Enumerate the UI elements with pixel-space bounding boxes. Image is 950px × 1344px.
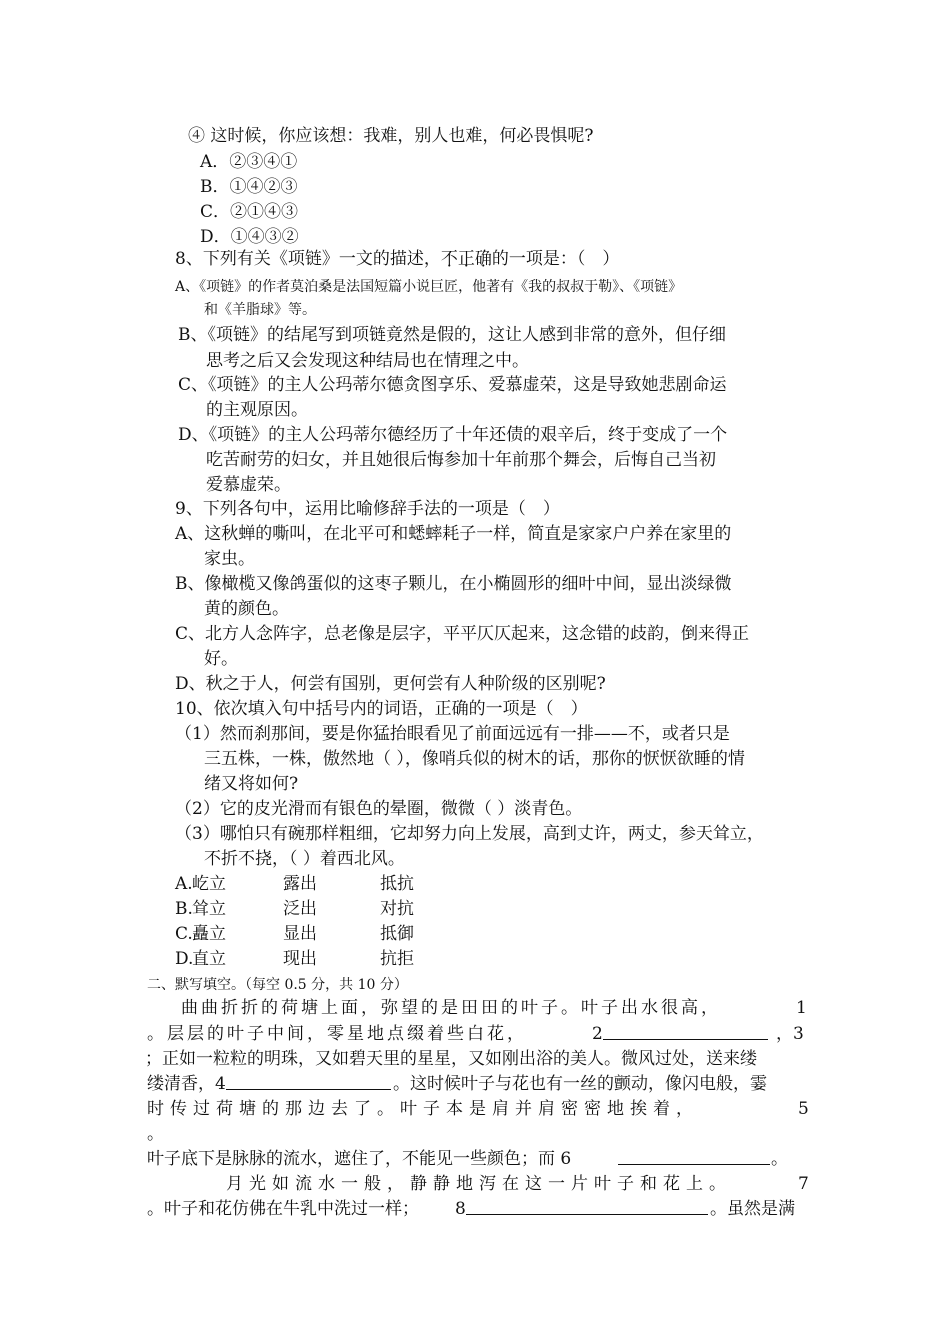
q10-sentence3-line2: 不折不挠，（ ）着西北风。 — [204, 849, 405, 869]
q10-sentence2: （2）它的皮光滑而有银色的晕圈，微微（ ）淡青色。 — [175, 799, 583, 819]
section2-heading: 二、默写填空。（每空 0.5 分，共 10 分） — [147, 977, 408, 993]
exam-page: ④ 这时候，你应该想：我难，别人也难，何必畏惧呢? A．②③④① B．①④②③ C．②①④③ D．①④③② 8、下列有关《项链》一文的描述，不正确的一项是：（ ） A、《项链》的作者莫泊桑是法国短篇小说巨匠，他著有《我的叔叔于勒》、《项链》 和《羊脂球》等。 B、《项链》的结尾写到项链竟然是假的，这让人感到非常的意外，但仔细 思考之后又会发现这种结局也在情理之中。 C、《项链》的主人公玛蒂尔德贪图享乐、爱慕虚荣，这是导致她悲剧命运 的主观原因。 D、《项链》的主人公玛蒂尔德经历了十年还债的艰辛后，终于变成了一个 吃苦耐劳的妇女，并且她很后悔参加十年前那个舞会，后悔自己当初 爱慕虚荣。 9、下列各句中，运用比喻修辞手法的一项是（ ） A、这秋蝉的嘶叫，在北平可和蟋蟀耗子一样，简直是家家户户养在家里的 家虫。 B、像橄榄又像鸽蛋似的这枣子颗儿，在小椭圆形的细叶中间，显出淡绿微 黄的颜色。 C、北方人念阵字，总老像是层字，平平仄仄起来，这念错的歧韵，倒来得正 好。 D、秋之于人，何尝有国别，更何尝有人种阶级的区别呢? 10、依次填入句中括号内的词语，正确的一项是（ ） （1）然而刹那间，要是你猛抬眼看见了前面远远有一排——不，或者只是 三五株，一株，傲然地（ ），像哨兵似的树木的话，那你的恹恹欲睡的情 绪又将如何? （2）它的皮光滑而有银色的晕圈，微微（ ）淡青色。 （3）哪怕只有碗那样粗细，它却努力向上发展，高到丈许，两丈，参天耸立， 不折不挠，（ ）着西北风。 A. 屹立 露出 抵抗 B. 耸立 泛出 对抗 C. 矗立 显出 抵御 D. 直立 现出 抗拒 二、默写填空。（每空 0.5 分，共 10 分） 曲曲折折的荷塘上面，弥望的是田田的叶子。叶子出水很高， 1 。层层的叶子中间，零星地点缀着些白花， 2 ，3 ；正如一粒粒的明珠，又如碧天里的星星，又如刚出浴的美人。微风过处，送来缕 缕清香，4 。这时候叶子与花也有一丝的颤动，像闪电般，霎 时传过荷塘的那边去了。叶子本是肩并肩密密地挨着， 5 。 叶子底下是脉脉的流水，遮住了，不能见一些颜色；而 6 。 月光如流水一般，静静地泻在这一片叶子和花上。 7 。叶子和花仿佛在牛乳中洗过一样； 8 。虽然是满 — [0, 0, 950, 1344]
passage-line6: 。 — [147, 1124, 164, 1144]
q7-option-d: D．①④③② — [200, 227, 299, 247]
q7-item4: ④ 这时候，你应该想：我难，别人也难，何必畏惧呢? — [188, 126, 594, 146]
blank-2[interactable] — [603, 1022, 768, 1047]
passage-line4b: 。这时候叶子与花也有一丝的颤动，像闪电般，霎 — [393, 1074, 767, 1094]
q9-option-d: D、秋之于人，何尝有国别，更何尝有人种阶级的区别呢? — [175, 674, 606, 694]
passage-line1: 曲曲折折的荷塘上面，弥望的是田田的叶子。叶子出水很高， — [181, 998, 721, 1018]
q9-option-a-line1: A、这秋蝉的嘶叫，在北平可和蟋蟀耗子一样，简直是家家户户养在家里的 — [175, 524, 732, 544]
blank-number-8: 8 — [455, 1199, 466, 1219]
q10-stem: 10、依次填入句中括号内的词语，正确的一项是（ ） — [175, 699, 588, 719]
emphasis-dot-char: 不 — [440, 249, 458, 269]
blank-number-5: 5 — [798, 1099, 809, 1119]
passage-line9a: 。叶子和花仿佛在牛乳中洗过一样； — [147, 1199, 419, 1219]
passage-line3: ；正如一粒粒的明珠，又如碧天里的星星，又如刚出浴的美人。微风过处，送来缕 — [145, 1049, 757, 1069]
q8-option-d-line3: 爱慕虚荣。 — [206, 475, 291, 495]
q8-option-a-line1: A、《项链》的作者莫泊桑是法国短篇小说巨匠，他著有《我的叔叔于勒》、《项链》 — [175, 279, 683, 295]
blank-8[interactable] — [466, 1197, 708, 1222]
q7-option-b: B．①④②③ — [200, 177, 298, 197]
q8-option-b-line2: 思考之后又会发现这种结局也在情理之中。 — [206, 351, 529, 371]
q7-option-c: C．②①④③ — [200, 202, 299, 222]
passage-line7b: 。 — [771, 1149, 788, 1169]
passage-line9b: 。虽然是满 — [710, 1199, 795, 1219]
q9-option-c-line2: 好。 — [204, 649, 238, 669]
q7-option-a: A．②③④① — [200, 152, 298, 172]
q9-option-a-line2: 家虫。 — [204, 549, 255, 569]
passage-line2b: ，3 — [776, 1024, 804, 1044]
passage-line5: 时传过荷塘的那边去了。叶子本是肩并肩密密地挨着， — [147, 1099, 699, 1119]
q8-option-c-line1: C、《项链》的主人公玛蒂尔德贪图享乐、爱慕虚荣，这是导致她悲剧命运 — [178, 375, 727, 395]
emphasis-dot-char: 正 — [457, 249, 475, 269]
q10-sentence1-line2: 三五株，一株，傲然地（ ），像哨兵似的树木的话，那你的恹恹欲睡的情 — [204, 749, 745, 769]
q8-option-d-line1: D、《项链》的主人公玛蒂尔德经历了十年还债的艰辛后，终于变成了一个 — [178, 425, 728, 445]
blank-6[interactable] — [618, 1147, 770, 1172]
passage-line4a: 缕清香，4 — [147, 1074, 226, 1094]
passage-line7a: 叶子底下是脉脉的流水，遮住了，不能见一些颜色；而 6 — [147, 1149, 572, 1169]
blank-number-7: 7 — [798, 1174, 809, 1194]
emphasis-dot-char: 确 — [474, 249, 492, 269]
q9-option-b-line1: B、像橄榄又像鸽蛋似的这枣子颗儿，在小椭圆形的细叶中间，显出淡绿微 — [175, 574, 732, 594]
passage-line8: 月光如流水一般，静静地泻在这一片叶子和花上。 — [226, 1174, 732, 1194]
q9-option-b-line2: 黄的颜色。 — [204, 599, 289, 619]
q9-option-c-line1: C、北方人念阵字，总老像是层字，平平仄仄起来，这念错的歧韵，倒来得正 — [175, 624, 750, 644]
passage-line2a: 。层层的叶子中间，零星地点缀着些白花， — [147, 1024, 527, 1044]
q10-sentence1-line3: 绪又将如何? — [204, 774, 299, 794]
blank-number-1: 1 — [796, 998, 807, 1018]
q8-option-b-line1: B、《项链》的结尾写到项链竟然是假的，这让人感到非常的意外，但仔细 — [178, 325, 726, 345]
q8-option-a-line2: 和《羊脂球》等。 — [204, 302, 316, 318]
blank-number-2: 2 — [592, 1024, 603, 1044]
q8-option-d-line2: 吃苦耐劳的妇女，并且她很后悔参加十年前那个舞会，后悔自己当初 — [206, 450, 716, 470]
q10-sentence1-line1: （1）然而刹那间，要是你猛抬眼看见了前面远远有一排——不，或者只是 — [175, 724, 730, 744]
q9-stem: 9、下列各句中，运用比喻修辞手法的一项是（ ） — [175, 499, 560, 519]
q8-stem: 8、下列有关《项链》一文的描述，不正确的一项是：（ ） — [175, 249, 620, 269]
q10-sentence3-line1: （3）哪怕只有碗那样粗细，它却努力向上发展，高到丈许，两丈，参天耸立， — [175, 824, 764, 844]
blank-4[interactable] — [226, 1072, 391, 1097]
q8-option-c-line2: 的主观原因。 — [206, 400, 308, 420]
